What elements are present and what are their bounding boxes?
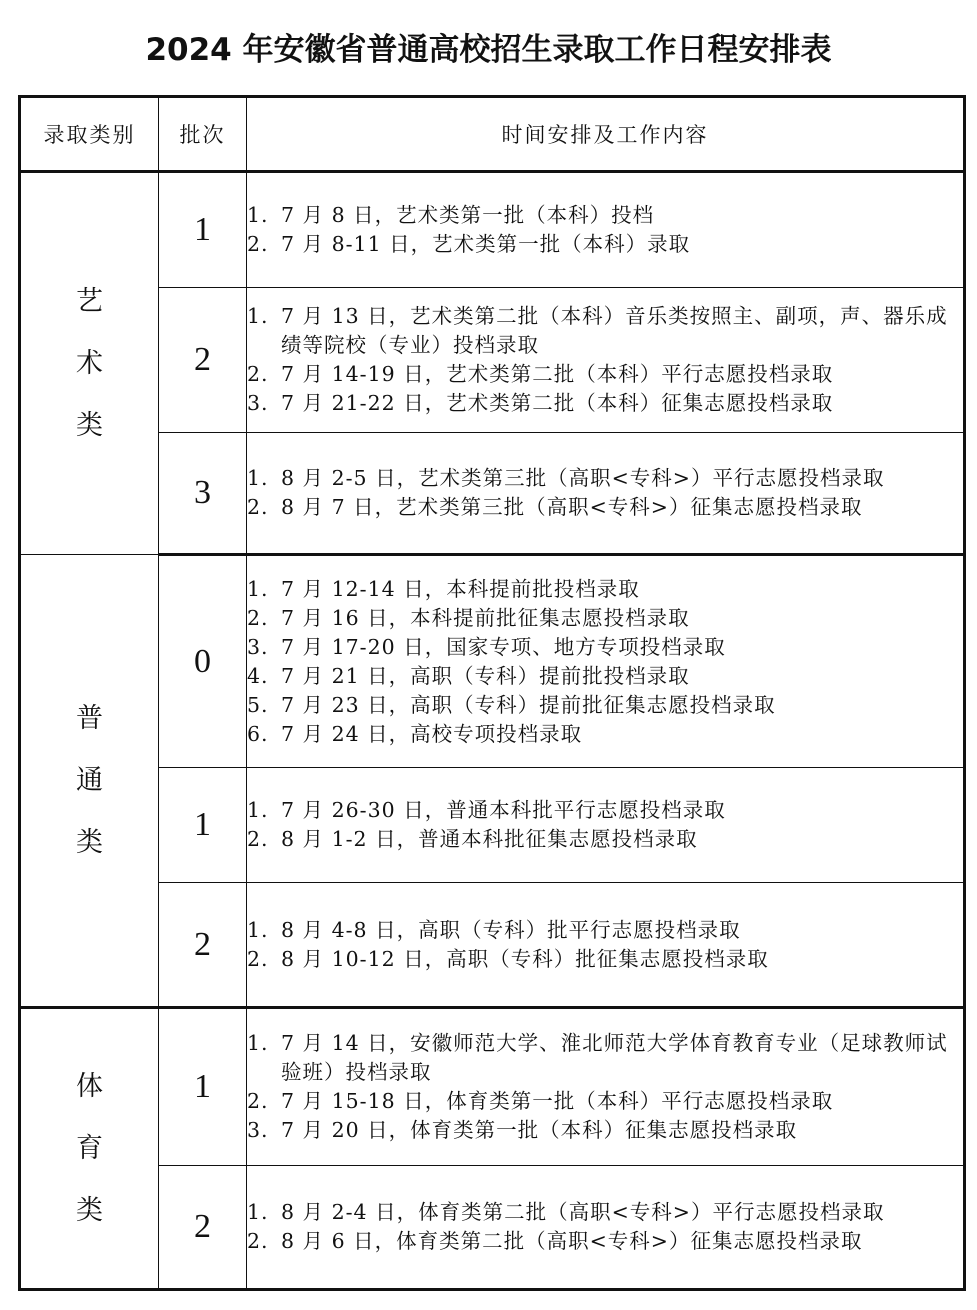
list-item: 1. 7 月 26-30 日，普通本科批平行志愿投档录取 bbox=[247, 798, 726, 822]
category-char: 类 bbox=[76, 409, 103, 441]
content-cell bbox=[247, 433, 965, 555]
batch-cell: 2 bbox=[159, 1166, 247, 1290]
category-char: 类 bbox=[76, 1194, 103, 1226]
content-cell bbox=[247, 883, 965, 1008]
batch-cell: 2 bbox=[159, 883, 247, 1008]
list-item: 1. 7 月 13 日，艺术类第二批（本科）音乐类按照主、副项，声、器乐成绩等院校（专业）投档录取 bbox=[247, 304, 948, 357]
category-char: 艺 bbox=[76, 285, 103, 317]
category-char: 育 bbox=[76, 1132, 103, 1164]
content-cell bbox=[247, 1166, 965, 1290]
list-item: 1. 7 月 12-14 日，本科提前批投档录取 bbox=[247, 576, 640, 601]
list-item: 6. 7 月 24 日，高校专项投档录取 bbox=[247, 721, 583, 746]
table-row bbox=[20, 433, 965, 555]
header-batch: 批次 bbox=[159, 97, 247, 172]
category-char: 术 bbox=[76, 347, 103, 379]
list-item: 2. 8 月 1-2 日，普通本科批征集志愿投档录取 bbox=[247, 827, 698, 851]
list-item: 3. 7 月 20 日，体育类第一批（本科）征集志愿投档录取 bbox=[247, 1118, 798, 1142]
category-char: 通 bbox=[76, 764, 103, 796]
table-row bbox=[20, 555, 965, 768]
list-item: 4. 7 月 21 日，高职（专科）提前批投档录取 bbox=[247, 663, 690, 688]
batch-cell: 1 bbox=[159, 768, 247, 883]
page-title: 2024 年安徽省普通高校招生录取工作日程安排表 bbox=[145, 32, 832, 68]
content-cell bbox=[247, 1008, 965, 1166]
list-item: 1. 7 月 8 日，艺术类第一批（本科）投档 bbox=[247, 203, 655, 227]
table-row bbox=[20, 768, 965, 883]
category-cell-sports bbox=[20, 1008, 159, 1290]
list-item: 3. 7 月 21-22 日，艺术类第二批（本科）征集志愿投档录取 bbox=[247, 391, 834, 415]
list-item: 2. 7 月 16 日，本科提前批征集志愿投档录取 bbox=[247, 605, 690, 630]
batch-cell: 1 bbox=[159, 1008, 247, 1166]
list-item: 1. 8 月 4-8 日，高职（专科）批平行志愿投档录取 bbox=[247, 917, 741, 942]
list-item: 2. 8 月 10-12 日，高职（专科）批征集志愿投档录取 bbox=[247, 946, 769, 971]
batch-cell: 1 bbox=[159, 172, 247, 288]
content-cell bbox=[247, 172, 965, 288]
list-item: 1. 8 月 2-4 日，体育类第二批（高职<专科>）平行志愿投档录取 bbox=[247, 1200, 885, 1224]
schedule-body bbox=[20, 172, 965, 1290]
header-category: 录取类别 bbox=[20, 97, 159, 172]
category-char: 体 bbox=[76, 1070, 103, 1102]
content-cell bbox=[247, 768, 965, 883]
list-item: 2. 7 月 8-11 日，艺术类第一批（本科）录取 bbox=[247, 232, 691, 256]
header-row bbox=[20, 97, 965, 172]
category-char: 类 bbox=[76, 826, 103, 858]
table-row bbox=[20, 288, 965, 433]
content-cell bbox=[247, 288, 965, 433]
category-cell-art bbox=[20, 172, 159, 555]
list-item: 5. 7 月 23 日，高职（专科）提前批征集志愿投档录取 bbox=[247, 692, 776, 717]
batch-cell: 0 bbox=[159, 555, 247, 768]
batch-cell: 2 bbox=[159, 288, 247, 433]
table-row bbox=[20, 1166, 965, 1290]
table-row bbox=[20, 1008, 965, 1166]
batch-cell: 3 bbox=[159, 433, 247, 555]
category-char: 普 bbox=[76, 702, 103, 734]
header-content: 时间安排及工作内容 bbox=[247, 97, 965, 172]
table-row bbox=[20, 172, 965, 288]
content-cell bbox=[247, 555, 965, 768]
table-row bbox=[20, 883, 965, 1008]
list-item: 1. 8 月 2-5 日，艺术类第三批（高职<专科>）平行志愿投档录取 bbox=[247, 466, 885, 490]
list-item: 2. 8 月 7 日，艺术类第三批（高职<专科>）征集志愿投档录取 bbox=[247, 495, 863, 519]
schedule-table bbox=[18, 95, 966, 1291]
list-item: 3. 7 月 17-20 日，国家专项、地方专项投档录取 bbox=[247, 634, 726, 659]
list-item: 2. 7 月 15-18 日，体育类第一批（本科）平行志愿投档录取 bbox=[247, 1089, 834, 1113]
category-cell-general bbox=[20, 555, 159, 1008]
list-item: 1. 7 月 14 日，安徽师范大学、淮北师范大学体育教育专业（足球教师试验班）投档录取 bbox=[247, 1031, 948, 1084]
list-item: 2. 8 月 6 日，体育类第二批（高职<专科>）征集志愿投档录取 bbox=[247, 1229, 863, 1253]
list-item: 2. 7 月 14-19 日，艺术类第二批（本科）平行志愿投档录取 bbox=[247, 362, 834, 386]
